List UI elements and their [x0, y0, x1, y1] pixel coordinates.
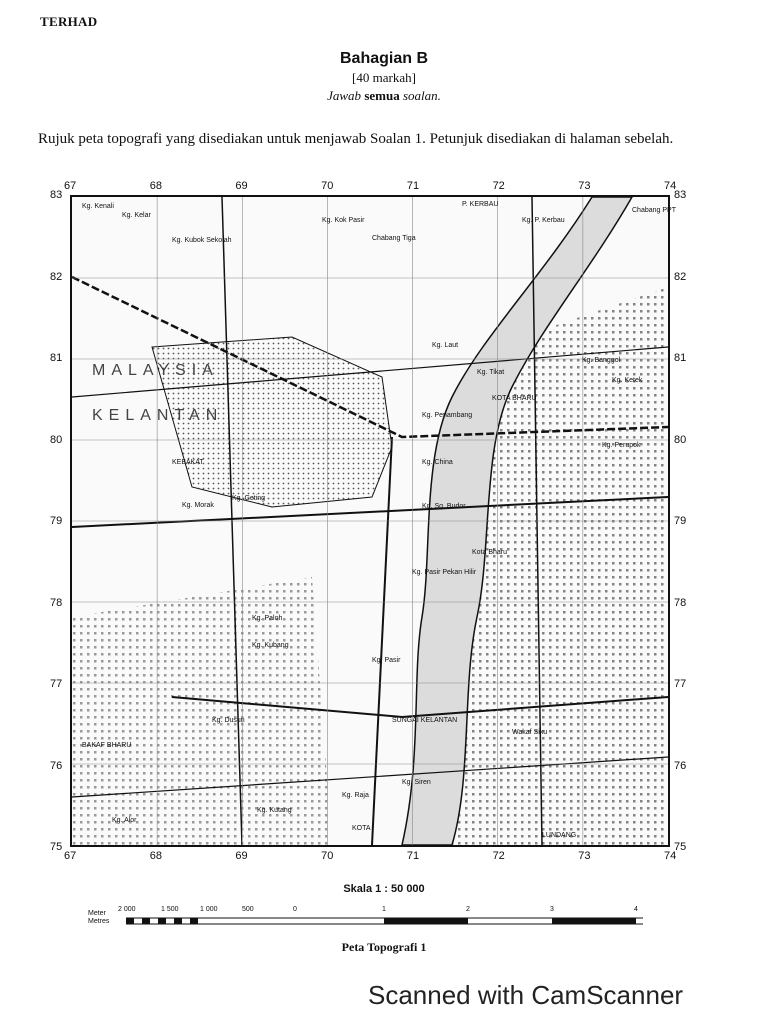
map-place-label: BAKAF BHARU [82, 742, 132, 749]
scale-tick-right: 1 [382, 906, 386, 913]
easting-label-bottom: 71 [406, 850, 420, 862]
map-place-label: Kg. Laut [432, 342, 459, 349]
northing-label-left: 76 [50, 759, 63, 772]
map-place-label: Kg. Kok Pasir [322, 217, 365, 224]
camscanner-watermark: Scanned with CamScanner [368, 980, 684, 1010]
northing-label-right: 76 [674, 759, 687, 772]
northing-label-left: 83 [50, 189, 63, 201]
northing-label-right: 78 [674, 596, 687, 609]
map-place-label: Chabang Tiga [372, 235, 416, 242]
scale-tick-left: 500 [242, 906, 254, 913]
map-place-label: Kg. Sg. Budor [422, 503, 466, 510]
scale-title: Skala 1 : 50 000 [343, 883, 425, 895]
section-instruction [0, 88, 768, 104]
easting-label-bottom: 69 [235, 850, 248, 862]
scale-unit-metres: Metres [88, 918, 110, 925]
scale-tick-right: 3 [550, 906, 554, 913]
map-place-label: KOTA [352, 825, 371, 832]
map-place-label: Kg. Paloh [252, 615, 283, 622]
map-place-label: Wakaf Siku [512, 729, 548, 736]
easting-label-top: 71 [406, 180, 420, 192]
map-place-label: Kg. Kenali [82, 203, 114, 210]
northing-label-left: 79 [50, 515, 63, 527]
northing-label-left: 81 [50, 352, 63, 364]
map-place-label: Kg. Perupok [602, 442, 641, 449]
northing-label-right: 79 [674, 515, 687, 527]
map-place-label: Kg. Banggol [582, 357, 621, 364]
map-drawing [72, 197, 668, 845]
map-place-label: Kg. Kelar [122, 212, 151, 219]
map-place-label: Kota Bharu [472, 549, 508, 556]
northing-label-right: 75 [674, 841, 687, 853]
map-place-label: Kg. Pasir [372, 657, 401, 664]
map-place-label: Kg. Pasir Pekan Hilir [412, 569, 477, 576]
northing-label-left: 75 [50, 841, 63, 853]
easting-label-top: 74 [664, 180, 677, 192]
map-place-label: KELANTAN [92, 407, 224, 424]
northing-label-right: 82 [674, 270, 687, 283]
northing-label-left: 77 [50, 678, 63, 690]
easting-label-top: 68 [149, 180, 162, 192]
scale-tick-right: 4 [634, 906, 638, 913]
scale-tick-left: 2 000 [118, 906, 136, 913]
northing-label-right: 80 [674, 433, 687, 446]
restricted-label: TERHAD [40, 14, 98, 29]
map-place-label: Kg. Alor [112, 817, 137, 824]
map-place-label: Kg. Kubok Sekolah [172, 237, 232, 244]
map-place-label: Kg. Ketek [612, 377, 643, 384]
instruction-bold: semua [364, 88, 400, 103]
northing-label-right: 83 [674, 189, 687, 201]
question-text: Rujuk peta topografi yang disediakan untuk menjawab Soalan 1. Petunjuk disediakan di halaman sebelah. [38, 131, 674, 147]
scale-unit-meter: Meter [88, 910, 106, 917]
map-place-label: KOTA BHARU [492, 395, 537, 402]
easting-label-top: 72 [492, 180, 505, 192]
map-place-label: Kg. Kutang [257, 807, 292, 814]
easting-label-top: 73 [578, 180, 591, 192]
map-place-label: Kg. P. Kerbau [522, 217, 565, 224]
easting-label-bottom: 67 [64, 850, 77, 862]
easting-label-bottom: 68 [149, 850, 162, 862]
map-place-label: P. KERBAU [462, 201, 499, 208]
map-place-label: Kg. Tikat [477, 369, 505, 376]
map-place-label: Kg. Dusun [212, 717, 245, 724]
section-marks: [40 markah] [352, 70, 416, 85]
map-place-label: Chabang PPT [632, 207, 676, 214]
map-place-label: MALAYSIA [92, 362, 219, 379]
northing-label-left: 78 [50, 596, 63, 609]
topographic-map [70, 195, 676, 847]
scale-bar [88, 902, 658, 932]
map-place-label: KEBAKAT [172, 459, 204, 466]
map-place-label: Kg. Raja [342, 792, 369, 799]
northing-label-left: 82 [50, 270, 63, 283]
map-caption: Peta Topografi 1 [341, 940, 427, 954]
northing-label-right: 81 [674, 352, 687, 364]
scale-tick-left: 1 500 [161, 906, 179, 913]
scale-tick-right: 2 [466, 906, 470, 913]
map-place-label: Kg. Morak [182, 502, 214, 509]
settlement-west [72, 577, 332, 845]
easting-label-bottom: 70 [321, 850, 334, 862]
instruction-suffix: soalan. [402, 88, 441, 103]
map-place-label: Kg. Siren [402, 779, 431, 786]
section-title: Bahagian B [339, 50, 428, 67]
map-place-label: SUNGAI KELANTAN [392, 717, 458, 724]
easting-label-bottom: 73 [578, 850, 591, 862]
main-road-3 [372, 437, 392, 845]
easting-label-bottom: 74 [664, 850, 677, 862]
northing-label-left: 80 [50, 433, 63, 446]
scale-tick-left: 1 000 [200, 906, 218, 913]
easting-label-top: 69 [235, 180, 248, 192]
map-place-label: Kg. Penambang [422, 412, 473, 419]
map-place-label: Kg. China [422, 459, 453, 466]
northing-label-right: 77 [674, 678, 687, 690]
map-place-label: LUNDANG [542, 832, 577, 839]
easting-label-top: 70 [321, 180, 334, 192]
easting-label-bottom: 72 [492, 850, 505, 862]
instruction-prefix: Jawab [327, 88, 362, 103]
easting-label-top: 67 [64, 180, 77, 192]
map-place-label: Kg. Geting [232, 495, 266, 502]
scale-tick-left: 0 [293, 906, 297, 913]
map-place-label: Kg. Kubang [252, 642, 289, 649]
